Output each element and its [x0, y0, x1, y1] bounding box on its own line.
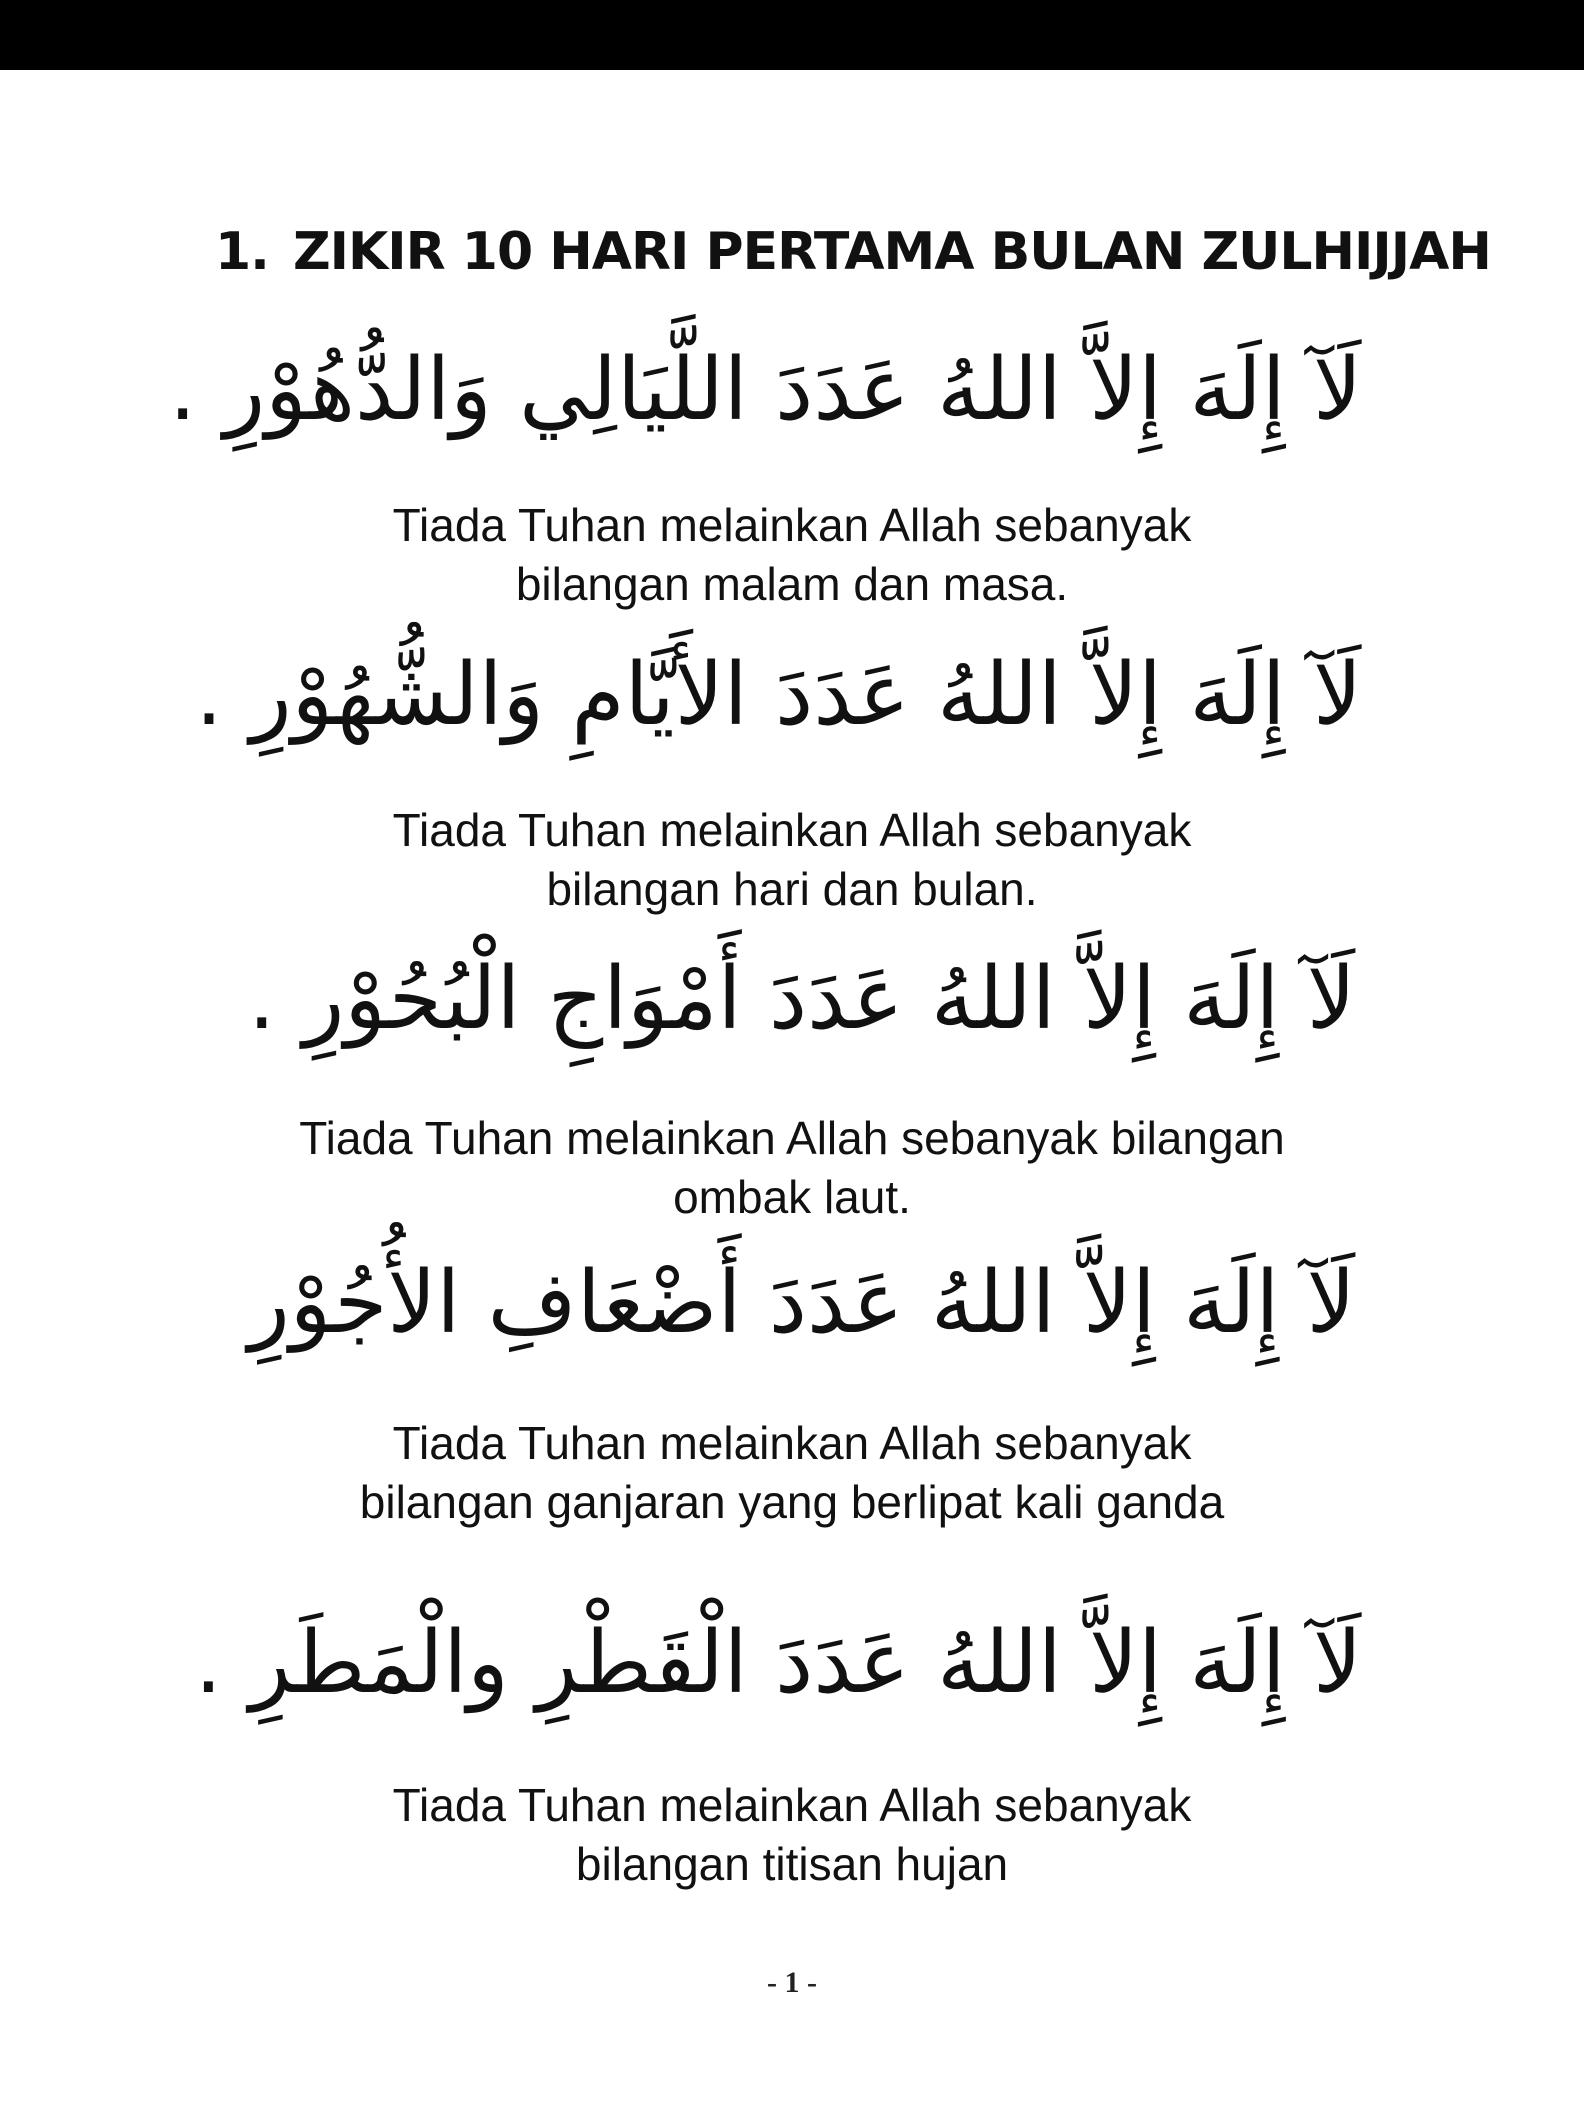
zikir-5-translation-line-1: Tiada Tuhan melainkan Allah sebanyak	[392, 1779, 1192, 1831]
zikir-5-translation-line-2: bilangan titisan hujan	[575, 1838, 1009, 1890]
title-number: 1.	[215, 222, 269, 282]
zikir-4-translation	[192, 1414, 1392, 1532]
page-number: - 1 -	[767, 1966, 817, 1999]
zikir-3-arabic: لَآ إِلَهَ إِلاَّ اللهُ عَدَدَ أَمْوَاجِ الْبُحُوْرِ .	[248, 949, 1356, 1049]
zikir-5-translation	[192, 1776, 1392, 1894]
zikir-4-translation-line-2: bilangan ganjaran yang berlipat kali ganda	[359, 1476, 1225, 1528]
zikir-3-translation-line-2: ombak laut.	[673, 1171, 911, 1223]
zikir-3-translation	[192, 1109, 1392, 1227]
page-title	[215, 222, 1491, 282]
zikir-2-translation-line-2: bilangan hari dan bulan.	[546, 863, 1038, 915]
zikir-4-translation-line-1: Tiada Tuhan melainkan Allah sebanyak	[392, 1417, 1192, 1469]
zikir-1-arabic: لَآ إِلَهَ إِلاَّ اللهُ عَدَدَ اللَّيَالِي وَالدُّهُوْرِ .	[169, 340, 1362, 440]
zikir-1-translation-line-2: bilangan malam dan masa.	[515, 558, 1069, 610]
zikir-1-translation	[192, 496, 1392, 614]
zikir-2-translation-line-1: Tiada Tuhan melainkan Allah sebanyak	[392, 804, 1192, 856]
zikir-3-translation-line-1: Tiada Tuhan melainkan Allah sebanyak bilangan	[299, 1112, 1285, 1164]
zikir-1-translation-line-1: Tiada Tuhan melainkan Allah sebanyak	[392, 499, 1192, 551]
zikir-4-arabic: لَآ إِلَهَ إِلاَّ اللهُ عَدَدَ أَضْعَافِ الأُجُوْرِ	[248, 1253, 1356, 1353]
zikir-2-arabic: لَآ إِلَهَ إِلاَّ اللهُ عَدَدَ الأَيَّامِ وَالشُّهُوْرِ .	[195, 645, 1362, 745]
zikir-5-arabic: لَآ إِلَهَ إِلاَّ اللهُ عَدَدَ الْقَطْرِ والْمَطَرِ .	[194, 1613, 1362, 1713]
zikir-2-translation	[192, 801, 1392, 919]
title-text: ZIKIR 10 HARI PERTAMA BULAN ZULHIJJAH	[292, 222, 1491, 282]
